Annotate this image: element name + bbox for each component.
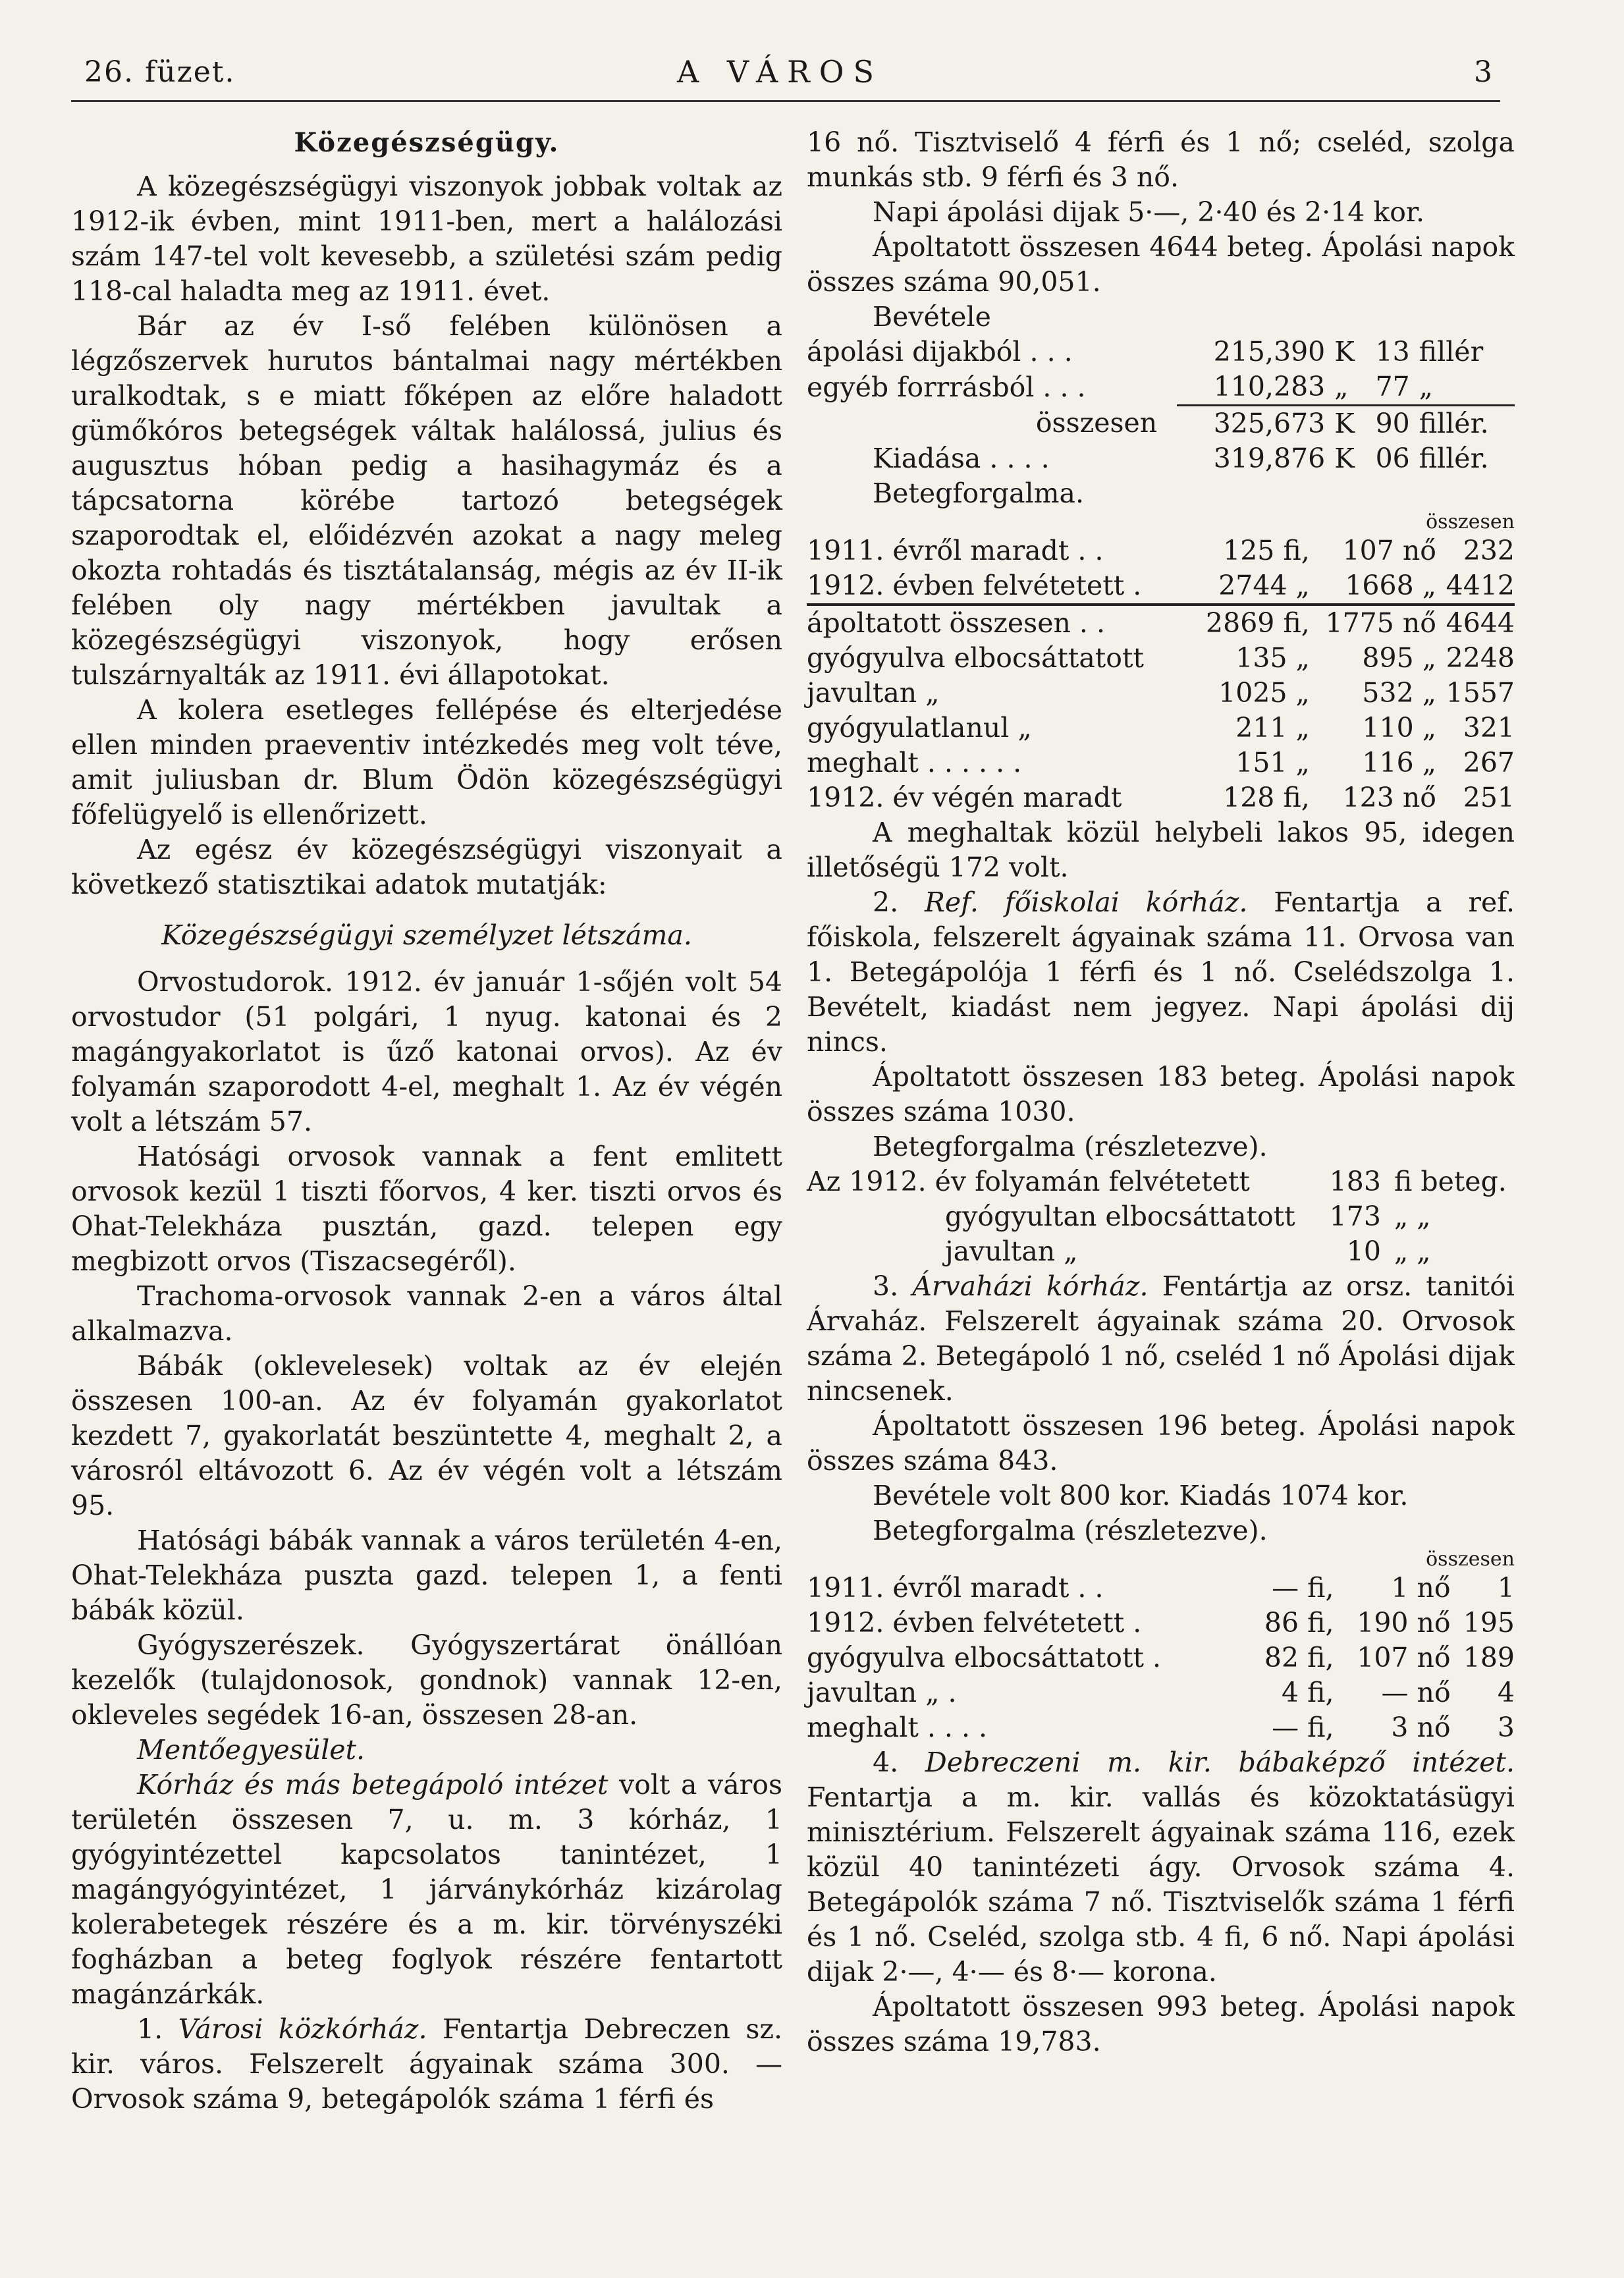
cell-total: 1 [1497, 1572, 1515, 1604]
table-row [807, 568, 1515, 605]
paragraph: Gyógyszerészek. Gyógyszertárat önállóan kezelők (tulajdonosok, gondnok) vannak 12-en, okleveles segédek 16-an, összesen 28-an. [71, 1629, 782, 1731]
table-row [807, 369, 1515, 406]
italic-phrase: Árvaházi kórház. [912, 1270, 1149, 1302]
row-label: 1912. év végén maradt [807, 782, 1122, 813]
row-label: 1911. évről maradt . . [807, 535, 1104, 566]
table-row [807, 1641, 1515, 1675]
italic-phrase: Kórház és más betegápoló intézet [137, 1769, 609, 1801]
paragraph [807, 885, 1515, 1060]
unit-sub: „ [1410, 369, 1515, 406]
table-row [807, 1710, 1515, 1745]
paragraph: Betegforgalma (részletezve). [873, 1515, 1268, 1546]
cell-total: 1557 [1446, 677, 1515, 709]
cell-male: 86 fi, [1264, 1607, 1334, 1639]
row-label: ápolási dijakból . . . [807, 336, 1073, 367]
paragraph: Mentőegyesület. [137, 1734, 365, 1766]
paragraph [71, 1768, 782, 2012]
section-title: Közegészségügy. [294, 127, 560, 158]
italic-phrase: Ref. főiskolai kórház. [924, 886, 1248, 918]
text-run: Fentártja az orsz. tanitói Árvaház. Felszerelt ágyainak száma 20. Orvosok száma 2. Betegápoló 1 nő, cseléd 1 nő Ápolási dijak nincsenek. [807, 1270, 1515, 1407]
cell-total: 251 [1463, 782, 1515, 813]
amount-sub: 06 [1375, 443, 1410, 474]
paragraph: Bár az év I-ső felében különösen a légzőszervek hurutos bántalmai nagy mértékben uralkodtak, s e miatt főképen az előre haladott gümőkóros betegségek váltak halálossá, julius és augusztus hóban pedig a hasihagymáz és a tápcsatorna körébe tartozó betegségek szaporodtak el, előidézvén azokat a nagy meleg okozta rohtadás és tisztátalanság, mégis az év II-ik felében oly nagy mértékben javultak a közegészségügyi viszonyok, hogy erősen tulszárnyalták az 1911. évi állapotokat. [71, 310, 782, 691]
running-header [71, 47, 1500, 102]
cell-male: 211 „ [1235, 712, 1310, 744]
cell-male: — fi, [1272, 1572, 1334, 1604]
row-label: javultan „ [945, 1235, 1078, 1267]
unit: K [1334, 408, 1355, 439]
paragraph: Betegforgalma. [873, 477, 1084, 509]
paragraph: 16 nő. Tisztviselő 4 férfi és 1 nő; cseléd, szolga munkás stb. 9 férfi és 3 nő. [807, 126, 1515, 193]
table-row [807, 1164, 1515, 1199]
row-label: Kiadása . . . . [873, 443, 1050, 474]
paragraph: A meghaltak közül helybeli lakos 95, idegen illetőségü 172 volt. [807, 817, 1515, 883]
patient-flow-table [807, 533, 1515, 815]
table-row [807, 1571, 1515, 1606]
column-caption: összesen [1426, 510, 1515, 533]
text-run: 4. [873, 1747, 925, 1778]
row-label: gyógyulva elbocsáttatott . [807, 1642, 1161, 1673]
cell-unit: „ „ [1394, 1201, 1431, 1232]
table-row [807, 605, 1515, 641]
cell-total: 189 [1463, 1642, 1515, 1673]
row-label: gyógyultan elbocsáttatott [945, 1201, 1295, 1232]
paragraph: A közegészségügyi viszonyok jobbak voltak az 1912-ik évben, mint 1911-ben, mert a halálozási szám 147-tel volt kevesebb, a születési szám pedig 118-cal haladta meg az 1911. évet. [71, 171, 782, 307]
amount: 325,673 [1213, 408, 1326, 439]
row-label: javultan „ [807, 677, 940, 709]
cell-male: 128 fi, [1223, 782, 1310, 813]
cell-count: 183 [1329, 1166, 1381, 1197]
cell-female: 190 nő [1357, 1607, 1451, 1639]
text-run: Fentartja a ref. főiskola, felszerelt ágyainak száma 11. Orvosa van 1. Betegápolója 1 férfi és 1 nő. Cselédszolga 1. Bevételt, kiadást nem jegyez. Napi ápolási dij nincs. [807, 886, 1515, 1058]
cell-unit: „ „ [1394, 1235, 1431, 1267]
paragraph: A kolera esetleges fellépése és elterjedése ellen minden praeventiv intézkedés meg volt téve, amit juliusban dr. Blum Ödön közegészségügyi főfelügyelő is ellenőrizett. [71, 694, 782, 830]
text-run: 1. [137, 2013, 178, 2045]
italic-phrase: Városi közkórház. [178, 2013, 427, 2045]
row-label: 1912. évben felvétetett . [807, 570, 1142, 601]
paragraph: Hatósági orvosok vannak a fent emlitett orvosok kezül 1 tiszti főorvos, 4 ker. tiszti orvos és Ohat-Telekháza pusztán, gazd. telepen egy megbizott orvos (Tiszacsegéről). [71, 1141, 782, 1277]
cell-total: 195 [1463, 1607, 1515, 1639]
row-label: meghalt . . . . [807, 1712, 988, 1743]
row-label: összesen [1035, 407, 1158, 439]
table-row [807, 641, 1515, 676]
row-label: gyógyulatlanul „ [807, 712, 1032, 744]
paragraph: Hatósági bábák vannak a város területén 4-en, Ohat-Telekháza puszta gazd. telepen 1, a fenti bábák közül. [71, 1525, 782, 1626]
cell-female: 107 nő [1342, 535, 1436, 566]
table-row [807, 746, 1515, 780]
cell-female: 123 nő [1342, 782, 1436, 813]
row-label: javultan „ . [807, 1677, 957, 1708]
unit-sub: fillér. [1419, 443, 1489, 474]
amount-sub: 77 [1365, 369, 1410, 406]
amount-sub: 13 [1375, 336, 1410, 367]
amount: 215,390 [1213, 336, 1326, 367]
cell-total: 321 [1463, 712, 1515, 744]
paragraph [71, 2012, 782, 2117]
subsection-title: Közegészségügyi személyzet létszáma. [161, 919, 692, 951]
page-number: 3 [1474, 55, 1494, 89]
unit-sub: fillér [1419, 336, 1484, 367]
cell-female: 3 nő [1391, 1712, 1451, 1743]
cell-total: 4644 [1436, 605, 1515, 641]
text-run: 2. [873, 886, 925, 918]
row-label: ápoltatott összesen . . [807, 605, 1191, 641]
cell-male: 125 fi, [1223, 535, 1310, 566]
row-label: Az 1912. év folyamán felvétetett [807, 1166, 1250, 1197]
cell-total: 2248 [1446, 642, 1515, 674]
cell-female: 110 „ [1362, 712, 1436, 744]
cell-male: 135 „ [1235, 642, 1310, 674]
row-label: gyógyulva elbocsáttatott [807, 642, 1144, 674]
cell-female: — nő [1381, 1677, 1451, 1708]
table-row [807, 676, 1515, 711]
text-run: Fentartja Debreczen sz. kir. város. Felszerelt ágyainak száma 300. — Orvosok száma 9, betegápolók száma 1 férfi és [71, 2013, 783, 2115]
income-table [807, 335, 1515, 476]
table-row [807, 780, 1515, 815]
left-column [71, 125, 782, 2117]
table-row [807, 441, 1515, 476]
cell-female: 107 nő [1357, 1642, 1451, 1673]
cell-count: 10 [1346, 1235, 1381, 1267]
cell-total: 3 [1497, 1712, 1515, 1743]
cell-count: 173 [1329, 1201, 1381, 1232]
table-row [807, 711, 1515, 746]
table-row [807, 1675, 1515, 1710]
table-row [807, 1199, 1515, 1234]
paragraph [807, 1745, 1515, 1990]
table-row [807, 533, 1515, 568]
cell-male: 2744 „ [1191, 568, 1310, 605]
table-row [807, 335, 1515, 369]
paragraph: Ápoltatott összesen 993 beteg. Ápolási napok összes száma 19,783. [807, 1991, 1515, 2057]
paragraph [807, 1269, 1515, 1409]
table-row [807, 1234, 1515, 1269]
cell-male: 1025 „ [1218, 677, 1310, 709]
cell-female: 1668 „ [1310, 568, 1436, 605]
table-row [807, 1606, 1515, 1641]
unit: K [1334, 443, 1355, 474]
patient-flow-table-3 [807, 1571, 1515, 1745]
cell-female: 532 „ [1362, 677, 1436, 709]
row-label: 1911. évről maradt . . [807, 1572, 1104, 1604]
table-row [807, 406, 1515, 442]
amount: 110,283 [1177, 369, 1325, 406]
paragraph: Bábák (oklevelesek) voltak az év elején összesen 100-an. Az év folyamán gyakorlatot kezdett 7, gyakorlatát beszüntette 4, meghalt 2, a városról eltávozott 6. Az év végén volt a létszám 95. [71, 1350, 782, 1521]
text-run: Fentartja a m. kir. vallás és közoktatásügyi minisztérium. Felszerelt ágyainak száma 116, ezek közül 40 tanintézeti ágy. Orvosok száma 4. Betegápolók száma 7 nő. Tisztviselők száma 1 férfi és 1 nő. Cseléd, szolga stb. 4 fi, 6 nő. Napi ápolási dijak 2·—, 4·— és 8·— korona. [807, 1781, 1515, 1988]
row-label: meghalt . . . . . . [807, 747, 1022, 778]
row-label: egyéb forrrásból . . . [807, 371, 1086, 403]
paragraph: Az egész év közegészségügyi viszonyait a következő statisztikai adatok mutatják: [71, 834, 782, 900]
cell-female: 1 nő [1391, 1572, 1451, 1604]
column-caption: összesen [1426, 1548, 1515, 1571]
italic-phrase: Debreczeni m. kir. bábaképző intézet. [925, 1747, 1515, 1778]
patient-flow-table-2 [807, 1164, 1515, 1269]
text-run: 3. [873, 1270, 913, 1302]
cell-male: 151 „ [1235, 747, 1310, 778]
amount-sub: 90 [1375, 408, 1410, 439]
cell-male: 4 fi, [1282, 1677, 1334, 1708]
row-label: 1912. évben felvétetett . [807, 1607, 1142, 1639]
paragraph: Ápoltatott összesen 4644 beteg. Ápolási napok összes száma 90,051. [807, 231, 1515, 298]
paragraph: Bevétele [873, 301, 991, 333]
paragraph: Trachoma-orvosok vannak 2-en a város által alkalmazva. [71, 1280, 782, 1347]
paragraph: Napi ápolási dijak 5·—, 2·40 és 2·14 kor. [873, 196, 1425, 228]
cell-male: 2869 fi, [1191, 605, 1310, 641]
paragraph: Bevétele volt 800 kor. Kiadás 1074 kor. [873, 1480, 1409, 1511]
cell-total: 267 [1463, 747, 1515, 778]
cell-female: 116 „ [1362, 747, 1436, 778]
cell-total: 4412 [1436, 568, 1515, 605]
unit: K [1334, 336, 1355, 367]
paragraph: Orvostudorok. 1912. év január 1-sőjén volt 54 orvostudor (51 polgári, 1 nyug. katonai és 2 magángyakorlatot is űző katonai orvos). Az év folyamán szaporodott 4-el, meghalt 1. Az év végén volt a létszám 57. [71, 966, 782, 1137]
cell-male: 82 fi, [1264, 1642, 1334, 1673]
cell-total: 232 [1463, 535, 1515, 566]
journal-title: A VÁROS [677, 54, 884, 90]
amount: 319,876 [1213, 443, 1326, 474]
cell-female: 1775 nő [1310, 605, 1436, 641]
unit-sub: fillér. [1419, 408, 1489, 439]
paragraph: Ápoltatott összesen 183 beteg. Ápolási napok összes száma 1030. [807, 1061, 1515, 1127]
cell-male: — fi, [1272, 1712, 1334, 1743]
text-run: volt a város területén összesen 7, u. m. 3 kórház, 1 gyógyintézettel kapcsolatos tanintézet, 1 magángyógyintézet, 1 járványkórház kizárolag kolerabetegek részére és a m. kir. törvényszéki fogházban a beteg foglyok részére fentartott magánzárkák. [71, 1769, 782, 2010]
paragraph: Betegforgalma (részletezve). [873, 1131, 1268, 1162]
cell-unit: fi beteg. [1394, 1166, 1507, 1197]
paragraph: Ápoltatott összesen 196 beteg. Ápolási napok összes száma 843. [807, 1410, 1515, 1477]
right-column [807, 125, 1515, 2059]
unit: „ [1325, 369, 1364, 406]
issue-number: 26. füzet. [84, 55, 236, 89]
cell-total: 4 [1497, 1677, 1515, 1708]
cell-female: 895 „ [1362, 642, 1436, 674]
